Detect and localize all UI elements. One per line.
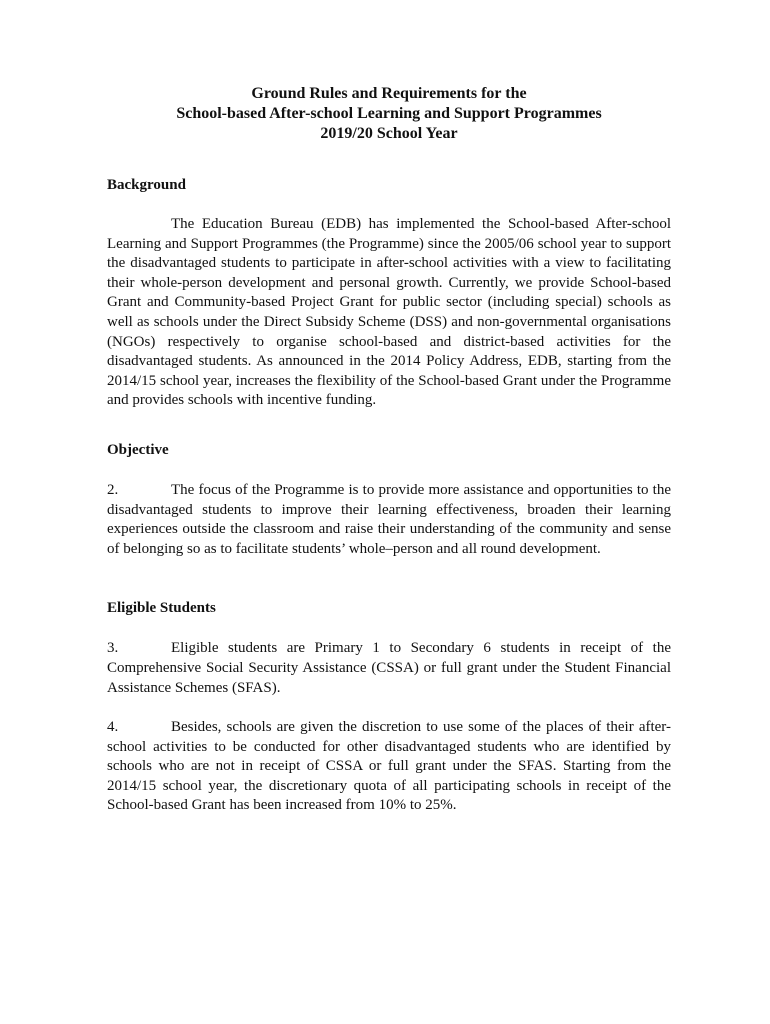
title-line-1: Ground Rules and Requirements for the [251, 85, 527, 102]
paragraph-4 [107, 718, 671, 816]
paragraph-number-3: 3. [107, 640, 119, 657]
section-heading-eligible-students: Eligible Students [107, 600, 216, 617]
section-heading-background: Background [107, 177, 186, 193]
document-title [107, 84, 671, 144]
paragraph-background: The Education Bureau (EDB) has implemented the School-based After-school Learning and Support Programmes (the Programme) since the 2005/06 school year to support the disadvantaged students to participate in after-school activities with a view to facilitating their whole-person development and personal growth. Currently, we provide School-based Grant and Community-based Project Grant for public sector (including special) schools as well as schools under the Direct Subsidy Scheme (DSS) and non-governmental organisations (NGOs) respectively to organise school-based and district-based activities for the disadvantaged students. As announced in the 2014 Policy Address, EDB, starting from the 2014/15 school year, increases the flexibility of the School-based Grant under the Programme and provides schools with incentive funding. [107, 216, 671, 409]
paragraph-2 [107, 481, 671, 559]
paragraph-text-3: Eligible students are Primary 1 to Secondary 6 students in receipt of the Comprehensive Social Security Assistance (CSSA) or full grant under the Student Financial Assistance Schemes (SFAS). [107, 640, 671, 696]
paragraph-number-4: 4. [107, 719, 119, 736]
paragraph-text-2: The focus of the Programme is to provide more assistance and opportunities to the disadvantaged students to improve their learning effectiveness, broaden their learning experiences outside the classroom and raise their understanding of the community and sense of belonging so as to facilitate students’ whole–person and all round development. [107, 481, 671, 557]
section-heading-objective: Objective [107, 441, 169, 458]
paragraph-3 [107, 639, 671, 698]
title-line-3: 2019/20 School Year [320, 125, 458, 142]
paragraph-text-4: Besides, schools are given the discretion to use some of the places of their after-school activities to be conducted for other disadvantaged students who are identified by schools who are not in receipt of CSSA or full grant under the SFAS. Starting from the 2014/15 school year, the discretionary quota of all participating schools in receipt of the School-based Grant has been increased from 10% to 25%. [107, 719, 671, 814]
paragraph-number-2: 2. [107, 481, 119, 498]
title-line-2: School-based After-school Learning and Support Programmes [176, 105, 602, 122]
document-page [107, 84, 671, 816]
